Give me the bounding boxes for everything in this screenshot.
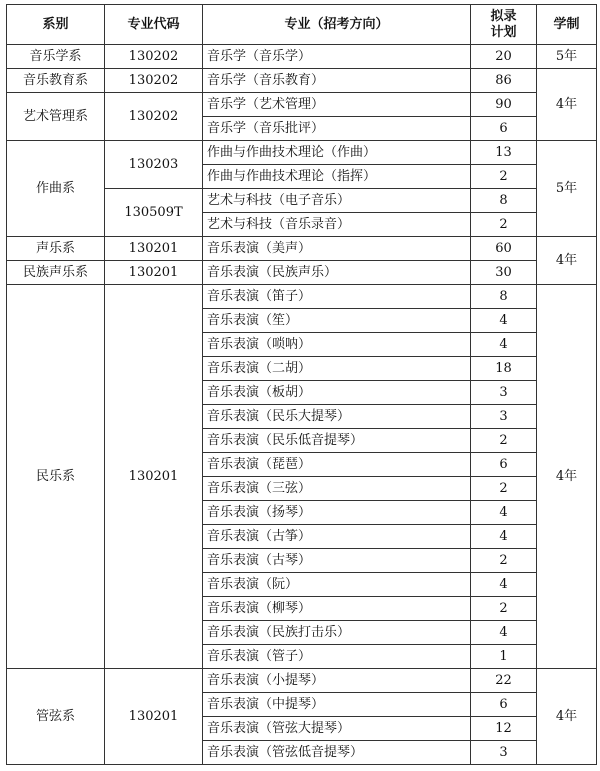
table-row xyxy=(7,45,597,69)
table-row xyxy=(7,237,597,261)
major-cell: 音乐学（音乐学） xyxy=(203,45,471,69)
major-cell: 音乐表演（古琴） xyxy=(203,549,471,573)
major-cell: 音乐表演（琵琶） xyxy=(203,453,471,477)
plan-cell: 3 xyxy=(471,741,537,765)
code-cell: 130202 xyxy=(105,93,203,141)
code-cell: 130202 xyxy=(105,69,203,93)
major-cell: 作曲与作曲技术理论（作曲） xyxy=(203,141,471,165)
plan-cell: 12 xyxy=(471,717,537,741)
plan-cell: 4 xyxy=(471,573,537,597)
plan-cell: 2 xyxy=(471,429,537,453)
header-plan-text: 拟录计划 xyxy=(490,8,517,40)
table-row xyxy=(7,141,597,165)
plan-cell: 6 xyxy=(471,693,537,717)
header-major: 专业（招考方向） xyxy=(203,5,471,45)
header-row xyxy=(7,5,597,45)
code-cell: 130201 xyxy=(105,669,203,765)
major-cell: 音乐表演（管子） xyxy=(203,645,471,669)
department-cell: 艺术管理系 xyxy=(7,93,105,141)
major-cell: 音乐表演（板胡） xyxy=(203,381,471,405)
major-cell: 音乐学（音乐教育） xyxy=(203,69,471,93)
department-cell: 音乐学系 xyxy=(7,45,105,69)
major-cell: 音乐表演（柳琴） xyxy=(203,597,471,621)
code-cell: 130201 xyxy=(105,237,203,261)
table-row xyxy=(7,261,597,285)
duration-cell: 5年 xyxy=(537,141,597,237)
major-cell: 音乐表演（笙） xyxy=(203,309,471,333)
plan-cell: 86 xyxy=(471,69,537,93)
major-cell: 艺术与科技（音乐录音） xyxy=(203,213,471,237)
plan-cell: 2 xyxy=(471,477,537,501)
plan-cell: 60 xyxy=(471,237,537,261)
plan-cell: 2 xyxy=(471,549,537,573)
department-cell: 声乐系 xyxy=(7,237,105,261)
major-cell: 音乐表演（民乐低音提琴） xyxy=(203,429,471,453)
department-cell: 民族声乐系 xyxy=(7,261,105,285)
plan-cell: 1 xyxy=(471,645,537,669)
code-cell: 130202 xyxy=(105,45,203,69)
header-code: 专业代码 xyxy=(105,5,203,45)
duration-cell: 4年 xyxy=(537,285,597,669)
code-cell: 130509T xyxy=(105,189,203,237)
duration-cell: 5年 xyxy=(537,45,597,69)
plan-cell: 4 xyxy=(471,333,537,357)
major-cell: 音乐表演（扬琴） xyxy=(203,501,471,525)
plan-cell: 13 xyxy=(471,141,537,165)
major-cell: 作曲与作曲技术理论（指挥） xyxy=(203,165,471,189)
duration-cell: 4年 xyxy=(537,69,597,141)
plan-cell: 6 xyxy=(471,117,537,141)
plan-cell: 2 xyxy=(471,213,537,237)
plan-cell: 22 xyxy=(471,669,537,693)
major-cell: 音乐学（艺术管理） xyxy=(203,93,471,117)
major-cell: 音乐表演（阮） xyxy=(203,573,471,597)
plan-cell: 90 xyxy=(471,93,537,117)
major-cell: 音乐表演（管弦低音提琴） xyxy=(203,741,471,765)
header-plan xyxy=(471,5,537,45)
major-cell: 音乐表演（民族声乐） xyxy=(203,261,471,285)
major-cell: 音乐表演（古筝） xyxy=(203,525,471,549)
plan-cell: 20 xyxy=(471,45,537,69)
plan-cell: 3 xyxy=(471,381,537,405)
major-cell: 音乐表演（唢呐） xyxy=(203,333,471,357)
major-cell: 音乐表演（二胡） xyxy=(203,357,471,381)
header-duration: 学制 xyxy=(537,5,597,45)
plan-cell: 30 xyxy=(471,261,537,285)
table-row xyxy=(7,669,597,693)
major-cell: 音乐表演（小提琴） xyxy=(203,669,471,693)
duration-cell: 4年 xyxy=(537,669,597,765)
major-cell: 艺术与科技（电子音乐） xyxy=(203,189,471,213)
major-cell: 音乐表演（中提琴） xyxy=(203,693,471,717)
enrollment-plan-table xyxy=(6,4,597,765)
major-cell: 音乐表演（笛子） xyxy=(203,285,471,309)
plan-cell: 4 xyxy=(471,309,537,333)
plan-cell: 2 xyxy=(471,165,537,189)
code-cell: 130203 xyxy=(105,141,203,189)
major-cell: 音乐表演（民族打击乐） xyxy=(203,621,471,645)
major-cell: 音乐表演（管弦大提琴） xyxy=(203,717,471,741)
table-row xyxy=(7,93,597,117)
department-cell: 音乐教育系 xyxy=(7,69,105,93)
major-cell: 音乐学（音乐批评） xyxy=(203,117,471,141)
code-cell: 130201 xyxy=(105,285,203,669)
major-cell: 音乐表演（三弦） xyxy=(203,477,471,501)
plan-cell: 6 xyxy=(471,453,537,477)
plan-cell: 3 xyxy=(471,405,537,429)
header-department: 系别 xyxy=(7,5,105,45)
major-cell: 音乐表演（美声） xyxy=(203,237,471,261)
department-cell: 民乐系 xyxy=(7,285,105,669)
department-cell: 作曲系 xyxy=(7,141,105,237)
department-cell: 管弦系 xyxy=(7,669,105,765)
plan-cell: 18 xyxy=(471,357,537,381)
plan-cell: 2 xyxy=(471,597,537,621)
code-cell: 130201 xyxy=(105,261,203,285)
major-cell: 音乐表演（民乐大提琴） xyxy=(203,405,471,429)
table-row xyxy=(7,69,597,93)
duration-cell: 4年 xyxy=(537,237,597,285)
plan-cell: 8 xyxy=(471,189,537,213)
plan-cell: 4 xyxy=(471,621,537,645)
plan-cell: 4 xyxy=(471,501,537,525)
plan-cell: 8 xyxy=(471,285,537,309)
table-row xyxy=(7,285,597,309)
plan-cell: 4 xyxy=(471,525,537,549)
